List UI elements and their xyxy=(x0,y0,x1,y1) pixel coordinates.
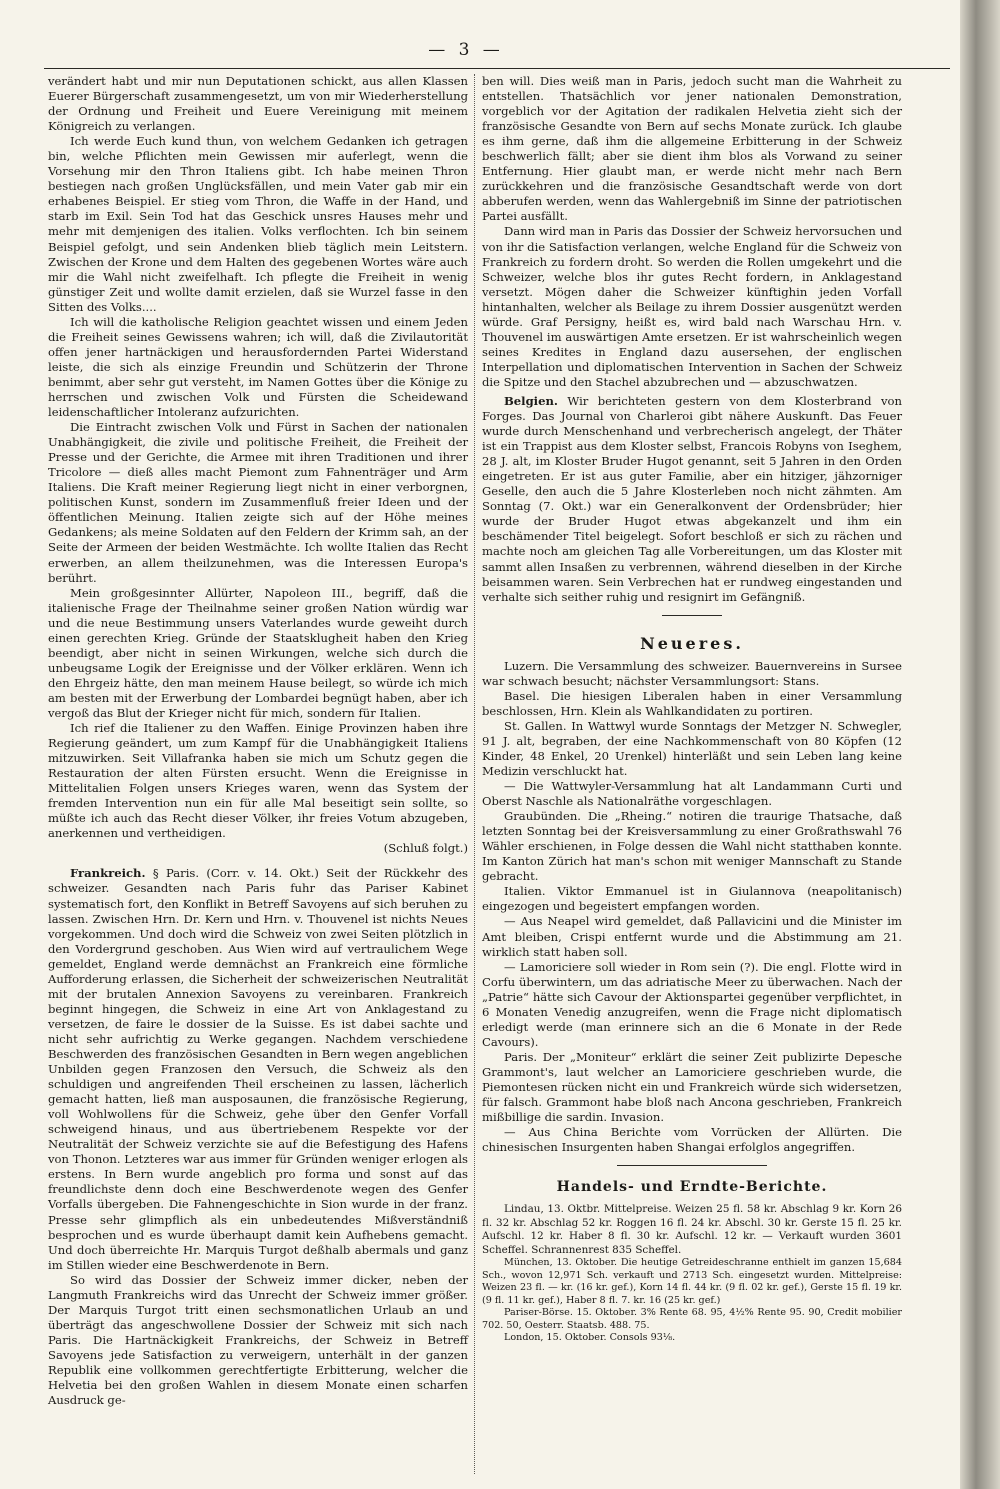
france-cont-paragraph: ben will. Dies weiß man in Paris, jedoch sucht man die Wahrheit zu entstellen. Thatsächlich vor jener nationalen Demonstration, vorgeblich vor der Agitation der radikalen Helvetia zieht sich der französische Gesandte von Bern auf sechs Monate zurück. Ich glaube es ihm gerne, daß ihm die allgemeine Erbitterung in der Schweiz beschwerlich fällt; aber sie dient ihm blos als Vorwand zu seiner Entfernung. Hier glaubt man, er werde nicht mehr nach Bern zurückkehren und die französische Gesandtschaft werde von dort abberufen werden, wenn das Wahlergebniß im Sinne der patriotischen Partei ausfällt. xyxy=(482,74,902,224)
trade-report-london: London, 15. Oktober. Consols 93⅛. xyxy=(504,1332,676,1344)
right-column xyxy=(482,74,902,1345)
trade-reports-title: Handels- und Erndte-Berichte. xyxy=(556,1179,828,1196)
belgium-paragraph: Wir berichteten gestern von dem Klosterbrand von Forges. Das Journal von Charleroi gibt nähere Auskunft. Das Feuer wurde durch Menschenhand und verbrecherisch angelegt, der Thäter ist ein Trappist aus dem Kloster selbst, Francois Robyns von Iseghem, 28 J. alt, im Kloster Bruder Hugot genannt, seit 5 Jahren in den Orden eingetreten. Er ist aus guter Familie, aber ein hitziger, jähzorniger Geselle, den auch die 5 Jahre Klosterleben noch nicht zähmten. Am Sonntag (7. Okt.) war ein Generalkonvent der Ordensbrüder; hier wurde der Bruder Hugot etwas abgekanzelt und ihm ein beschämender Titel beigelegt. Sofort beschloß er sich zu rächen und machte noch am gleichen Tag alle Vorbereitungen, um das Kloster mit sammt allen Insaßen zu verbrennen, während dieselben in der Kirche beisammen waren. Sein Verbrechen hat er rundweg eingestanden und verhalte sich seither ruhig und resignirt im Gefängniß. xyxy=(482,393,902,604)
france-cont-paragraph: Dann wird man in Paris das Dossier der Schweiz hervorsuchen und von ihr die Satisfaction verlangen, welche England für die Schweiz von Frankreich zu fordern droht. So werden die Rollen umgekehrt und die Schweizer, welche blos ihr gutes Recht fordern, in Anklagestand versetzt. Mögen daher die Schweizer künftighin jeden Vorfall hintanhalten, welcher als Beilage zu ihrem Dossier ausgenützt werden würde. Graf Persigny, heißt es, wird bald nach Warschau Hrn. v. Thouvenel im auswärtigen Amte ersetzen. Er ist wahrscheinlich wegen seines Kredites in England dazu ausersehen, der englischen Interpellation und diplomatischen Intervention in Sachen der Schweiz die Spitze und den Stachel abzubrechen und — abzuschwatzen. xyxy=(482,224,902,389)
section-separator xyxy=(662,615,722,616)
news-item: Italien. Viktor Emmanuel ist in Giulannova (neapolitanisch) eingezogen und begeistert empfangen worden. xyxy=(482,884,902,914)
news-item: St. Gallen. In Wattwyl wurde Sonntags der Metzger N. Schwegler, 91 J. alt, begraben, der eine Nachkommenschaft von 80 Köpfen (12 Kinder, 48 Enkel, 20 Urenkel) hinterläßt und sein Leben lang keine Medizin verschluckt hat. xyxy=(482,718,902,779)
news-item: Luzern. Die Versammlung des schweizer. Bauernvereins in Sursee war schwach besucht; nächster Versammlungsort: Stans. xyxy=(482,658,902,688)
page-number: — 3 — xyxy=(428,40,504,60)
speech-paragraph: Die Eintracht zwischen Volk und Fürst in Sachen der nationalen Unabhängigkeit, die zivile und politische Freiheit, die Freiheit der Presse und der Gerichte, die Armee mit ihren Traditionen und ihrer Tricolore — dieß alles macht Piemont zum Fahnenträger und Arm Italiens. Die Kraft meiner Regierung liegt nicht in einer verborgnen, politischen Kunst, sondern im Zusammenfluß freier Ideen und der öffentlichen Meinung. Italien zeigte sich auf der Höhe meines Gedankens; als meine Soldaten auf den Feldern der Krimm sah, an der Seite der Armeen der beiden Westmächte. Ich wollte Italien das Recht erwerben, an allem theilzunehmen, was die Interessen Europa's berührt. xyxy=(48,420,468,585)
belgium-heading: Belgien. xyxy=(504,393,558,408)
speech-paragraph: Ich rief die Italiener zu den Waffen. Einige Provinzen haben ihre Regierung geändert, um zum Kampf für die Unabhängigkeit Italiens mitzuwirken. Seit Villafranka haben sie mich um Schutz gegen die Restauration der alten Fürsten ersucht. Wenn die Ereignisse in Mittelitalien Folgen unsers Krieges waren, wenn das System der fremden Intervention nun ein für alle Mal beseitigt sein sollte, so müßte ich auch das Recht dieser Völker, ihr freies Votum abzugeben, anerkennen und vertheidigen. xyxy=(48,721,468,841)
speech-closing: (Schluß folgt.) xyxy=(383,841,468,856)
trade-report-paris-boerse: Pariser-Börse. 15. Oktober. 3% Rente 68. 95, 4½% Rente 95. 90, Credit mobilier 702. 50, Oesterr. Staatsb. 488. 75. xyxy=(482,1307,902,1331)
header-rule xyxy=(44,68,950,69)
news-item: Graubünden. Die „Rheing.“ notiren die traurige Thatsache, daß letzten Sonntag bei der Kreisversammlung zu einer Großrathswahl 76 Wähler erschienen, in Folge dessen die Wahl nicht statthaben konnte. Im Kanton Zürich hat man's schon mit weniger Mannschaft zu Stande gebracht. xyxy=(482,809,902,884)
speech-paragraph: Ich werde Euch kund thun, von welchem Gedanken ich getragen bin, welche Pflichten mein Gewissen mir auferlegt, wenn die Vorsehung mir den Thron Italiens gibt. Ich habe meinen Thron bestiegen nach großen Unglücksfällen, und mein Vater gab mir ein erhabenes Beispiel. Er stieg vom Thron, die Waffe in der Hand, und starb im Exil. Sein Tod hat das Geschick unsres Hauses mehr und mehr mit demjenigen des italien. Volks verflochten. Ich bin seinem Beispiel gefolgt, und sein Andenken blieb täglich mein Leitstern. Zwischen der Krone und dem Halten des gegebenen Wortes wäre auch mir die Wahl nicht zweifelhaft. Ich pflegte die Freiheit in wenig günstiger Zeit und wollte damit erzielen, daß sie Wurzel fasse in den Sitten des Volks.... xyxy=(48,134,468,314)
france-paragraph: So wird das Dossier der Schweiz immer dicker, neben der Langmuth Frankreichs wird das Unrecht der Schweiz immer größer. Der Marquis Turgot tritt einen sechsmonatlichen Urlaub an und überträgt das angeschwollene Dossier der Schweiz mit sich nach Paris. Die Hartnäckigkeit Frankreichs, der Schweiz in Betreff Savoyens jede Satisfaction zu verweigern, unterhält in der ganzen Republik eine vollkommen gerechtfertigte Erbitterung, welcher die Helvetia bei den großen Wahlen in diesem Monate einen scharfen Ausdruck ge- xyxy=(48,1272,468,1408)
france-paragraph: § Paris. (Corr. v. 14. Okt.) Seit der Rückkehr des schweizer. Gesandten nach Paris fuhr das Pariser Kabinet systematisch fort, den Konflikt in Betreff Savoyens auf sich beruhen zu lassen. Zwischen Hrn. Dr. Kern und Hrn. v. Thouvenel ist nichts Neues vorgekommen. Und doch wird die Schweiz von zwei Seiten plötzlich in den Vordergrund geschoben. Aus Wien wird auf vertraulichem Wege gemeldet, England werde demnächst an Frankreich eine förmliche Aufforderung erlassen, die Sicherheit der schweizerischen Neutralität mit der brutalen Annexion Savoyens zu vereinbaren. Frankreich beginnt hingegen, die Schweiz in eine Art von Anklagestand zu versetzen, de faire le dossier de la Suisse. Es ist dabei sachte und nicht sehr aufrichtig zu Werke gegangen. Nachdem verschiedene Beschwerden des französischen Gesandten in Bern wegen angeblichen Unbilden gegen Franzosen den Versuch, die Schweiz als den schuldigen und angreifenden Theil erscheinen zu lassen, lächerlich gemacht hatten, ließ man ausposaunen, die französische Regierung, voll Wohlwollens für die Schweiz, gehe über den Genfer Vorfall schweigend hinaus, und aus übertriebenem Respekte vor der Neutralität der Schweiz verzichte sie auf die Befestigung des Hafens von Thonon. Letzteres war aus immer für Gründen weniger erlogen als erstens. In Bern wurde angeblich pro forma und sonst auf das freundlichste denn doch eine Beschwerdenote wegen des Genfer Vorfalls übergeben. Die Fahnengeschichte in Sion wurde in der franz. Presse sehr glimpflich als ein unbedeutendes Mißverständniß besprochen und es wurde überhaupt damit kein Aufhebens gemacht. Und doch überreichte Hr. Marquis Turgot deßhalb abermals und ganz im Stillen wieder eine Beschwerdenote in Bern. xyxy=(48,866,468,1272)
column-divider xyxy=(474,74,475,1474)
news-item: — Aus China Berichte vom Vorrücken der Allürten. Die chinesischen Insurgenten haben Shangai erfolglos angegriffen. xyxy=(482,1125,902,1155)
section-rule xyxy=(617,1165,767,1166)
left-column xyxy=(48,74,468,1408)
speech-paragraph: Ich will die katholische Religion geachtet wissen und einem Jeden die Freiheit seines Gewissens wahren; ich will, daß die Zivilautorität offen jener hartnäckigen und herausfordernden Partei Widerstand leiste, die sich als einzige Freundin und Schützerin der Throne benimmt, aber sehr gut versteht, im Namen Gottes über die Könige zu herrschen und zwischen Volk und Fürsten die Scheidewand leidenschaftlicher Intoleranz aufzurichten. xyxy=(48,314,468,420)
trade-report-lindau: Lindau, 13. Oktbr. Mittelpreise. Weizen 25 fl. 58 kr. Abschlag 9 kr. Korn 26 fl. 32 kr. Abschlag 52 kr. Roggen 16 fl. 24 kr. Abschl. 30 kr. Gerste 15 fl. 25 kr. Aufschl. 12 kr. Haber 8 fl. 30 kr. Aufschl. 12 kr. — Verkauft wurden 3601 Scheffel. Schrannenrest 835 Scheffel. xyxy=(482,1203,902,1256)
speech-paragraph: verändert habt und mir nun Deputationen schickt, aus allen Klassen Euerer Bürgerschaft zusammengesetzt, um von mir Wiederherstellung der Ordnung und Freiheit und Euere Vereinigung mit meinem Königreich zu verlangen. xyxy=(48,74,468,134)
news-item: Basel. Die hiesigen Liberalen haben in einer Versammlung beschlossen, Hrn. Klein als Wahlkandidaten zu portiren. xyxy=(482,688,902,718)
news-item: — Lamoriciere soll wieder in Rom sein (?). Die engl. Flotte wird in Corfu überwintern, um das adriatische Meer zu überwachen. Nach der „Patrie“ hätte sich Cavour der Aktionspartei gegenüber verpflichtet, in 6 Monaten Venedig anzugreifen, wenn die Frage nicht diplomatisch erledigt werde (man erinnere sich an die 6 Monate in der Rede Cavours). xyxy=(482,959,902,1049)
news-item: Paris. Der „Moniteur“ erklärt die seiner Zeit publizirte Depesche Grammont's, laut welcher an Lamoriciere geschrieben wurde, die Piemontesen rücken nicht ein und Frankreich würde sich widersetzen, für falsch. Grammont habe bloß nach Ancona geschrieben, Frankreich mißbillige die sardin. Invasion. xyxy=(482,1049,902,1125)
news-title: Neueres. xyxy=(640,633,744,653)
france-heading: Frankreich. xyxy=(70,866,146,881)
news-item: — Aus Neapel wird gemeldet, daß Pallavicini und die Minister im Amt bleiben, Crispi entfernt wurde und die Abstimmung am 21. wirklich statt haben soll. xyxy=(482,914,902,959)
book-spine-shadow xyxy=(960,0,1000,1489)
trade-report-muenchen: München, 13. Oktober. Die heutige Getreideschranne enthielt im ganzen 15,684 Sch., wovon 12,971 Sch. verkauft und 2713 Sch. eingesetzt wurden. Mittelpreise: Weizen 23 fl. — kr. (16 kr. gef.), Korn 14 fl. 44 kr. (9 fl. 02 kr. gef.), Gerste 15 fl. 19 kr. (9 fl. 11 kr. gef.), Haber 8 fl. 7. kr. 16 (25 kr. gef.) xyxy=(482,1257,902,1306)
news-item: — Die Wattwyler-Versammlung hat alt Landammann Curti und Oberst Naschle als Nationalräthe vorgeschlagen. xyxy=(482,779,902,809)
speech-paragraph: Mein großgesinnter Allürter, Napoleon III., begriff, daß die italienische Frage der Theilnahme seiner großen Nation würdig war und die neue Bestimmung unsers Vaterlandes wurde geweiht durch einen gerechten Krieg. Gründe der Staatsklugheit haben den Krieg beendigt, aber nicht in seinen Wirkungen, welche sich durch die unbeugsame Logik der Ereignisse und der Völker erklären. Wenn ich den Ehrgeiz hätte, den man meinem Hause beilegt, so würde ich mich am besten mit der Erwerbung der Lombardei begnügt haben, aber ich vergoß das Blut der Krieger nicht für mich, sondern für Italien. xyxy=(48,585,468,720)
